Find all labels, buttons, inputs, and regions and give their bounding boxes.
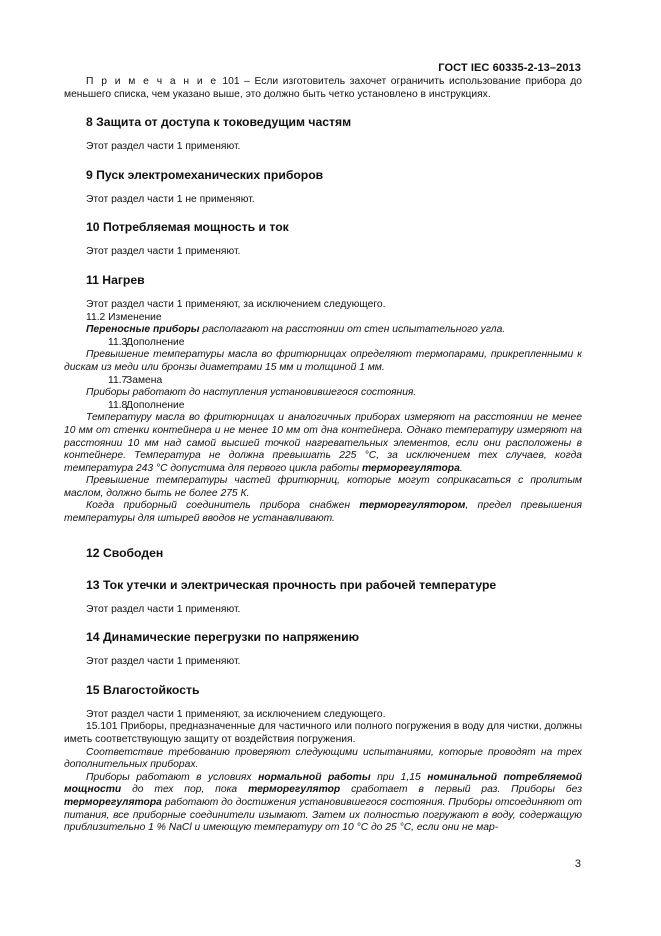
clause-11-7-heading — [64, 375, 582, 388]
term-rated-power-input: номинальной потребляемой мощности — [64, 771, 582, 796]
section-8-title: 8 Защита от доступа к токоведущим частям — [86, 115, 352, 130]
test-text-d: до тех пор, пока — [121, 784, 249, 796]
test-text-e: сработает в первый раз. Приборы без — [340, 784, 583, 796]
clause-11-8-para-3-b: , предел превышения температуры для штырей вводов не устанавливают. — [64, 500, 582, 525]
clause-11-8-number: 11.8 — [108, 399, 128, 411]
standard-header: ГОСТ IEC 60335-2-13–2013 — [438, 62, 581, 74]
clause-11-7-number: 11.7 — [108, 374, 128, 386]
note-text: 101 – Если изготовитель захочет ограничить использование прибора до меньшего списка, чем указано выше, это должно быть четко установлено в инструкциях. — [64, 76, 582, 100]
section-10-body: Этот раздел части 1 применяют. — [86, 246, 241, 258]
section-11-title: 11 Нагрев — [86, 272, 145, 287]
clause-11-8-para-2: Превышение температуры частей фритюрниц, которые могут соприкасаться с пролитым маслом, должно быть не более 275 К. — [64, 475, 582, 499]
term-thermostat: терморегулятор — [248, 784, 341, 796]
clause-15-101: 15.101 Приборы, предназначенные для частичного или полного погружения в воду для чистки, должны иметь соответствующую защиту от воздействия погружения. — [64, 721, 582, 746]
clause-11-3-number: 11.3 — [108, 336, 128, 348]
term-thermostat: терморегулятора — [361, 462, 460, 474]
term-normal-operation: нормальной работы — [258, 771, 371, 783]
clause-11-8-para-1 — [64, 412, 582, 475]
section-9-title: 9 Пуск электромеханических приборов — [86, 167, 324, 182]
clause-11-2-text — [64, 324, 582, 337]
page-content — [64, 76, 582, 835]
test-text-c: при 1,15 — [370, 771, 428, 783]
page-number: 3 — [574, 858, 581, 870]
clause-11-8-para-1-text: Температуру масла во фритюрницах и аналогичных приборах измеряют на расстоянии не менее 10 мм от стенки контейнера и не менее 10 мм от дна контейнера. Однако температуру измеряют на расстоянии 10 мм над самой высшей точкой нагревательных элементов, если они расположены в контейнере. Температура не должна превышать 225 °С, за исключением тех случаев, когда температура 243 °С допустима для первого цикла работы — [64, 412, 582, 474]
section-8-body: Этот раздел части 1 применяют. — [86, 141, 241, 153]
section-11-intro: Этот раздел части 1 применяют, за исключением следующего. — [86, 298, 386, 310]
clause-15-101-test — [64, 772, 582, 835]
clause-11-8-kind: Дополнение — [126, 399, 185, 411]
note-101 — [64, 76, 582, 101]
section-13-body: Этот раздел части 1 применяют. — [86, 603, 241, 615]
clause-15-101-compliance: Соответствие требованию проверяют следующими испытаниями, которые проводят на трех дополнительных приборах. — [64, 746, 582, 771]
section-12-title: 12 Свободен — [86, 545, 164, 560]
clause-11-3-kind: Дополнение — [126, 336, 185, 348]
term-thermostat: терморегулятора — [64, 797, 162, 808]
clause-11-2-rest: располагают на расстоянии от стен испытательного угла. — [199, 324, 506, 336]
term-thermostat: терморегулятором — [359, 500, 466, 512]
clause-11-8-para-3 — [64, 500, 582, 525]
test-text-a: Приборы работают в условиях — [86, 771, 259, 783]
clause-11-8-para-3-a: Когда приборный соединитель прибора снабжен — [86, 500, 360, 512]
clause-11-8-heading — [64, 400, 582, 413]
section-14-body: Этот раздел части 1 применяют. — [86, 656, 241, 668]
clause-11-3-text: Превышение температуры масла во фритюрницах определяют термопарами, прикрепленными к дискам из меди или бронзы диаметрами 15 мм и толщиной 1 мм. — [64, 349, 582, 373]
clause-11-7-kind: Замена — [126, 374, 163, 386]
note-label: П р и м е ч а н и е — [86, 76, 218, 87]
section-14-title: 14 Динамические перегрузки по напряжению — [86, 630, 359, 645]
section-10-title: 10 Потребляемая мощность и ток — [86, 220, 289, 235]
test-text-f: работают до достижения установившегося состояния. Приборы отсоединяют от питания, все приборные соединители изымают. Затем их полностью погружают в воду, содержащую приблизительно 1 % NaCl и имеющую температуру от 10 °С до 25 °С, если они не мар- — [64, 797, 582, 834]
section-9-body: Этот раздел части 1 не применяют. — [86, 193, 255, 205]
section-15-title: 15 Влагостойкость — [86, 682, 200, 697]
clause-11-8-para-1-end: . — [459, 462, 463, 474]
clause-11-3-heading — [64, 337, 582, 350]
section-15-intro: Этот раздел части 1 применяют, за исключением следующего. — [86, 708, 386, 720]
clause-11-2-heading: 11.2 Изменение — [86, 311, 162, 323]
clause-11-7-text: Приборы работают до наступления установившегося состояния. — [86, 387, 417, 399]
term-portable: Переносные приборы — [86, 324, 200, 336]
section-13-title: 13 Ток утечки и электрическая прочность при рабочей температуре — [86, 577, 497, 592]
